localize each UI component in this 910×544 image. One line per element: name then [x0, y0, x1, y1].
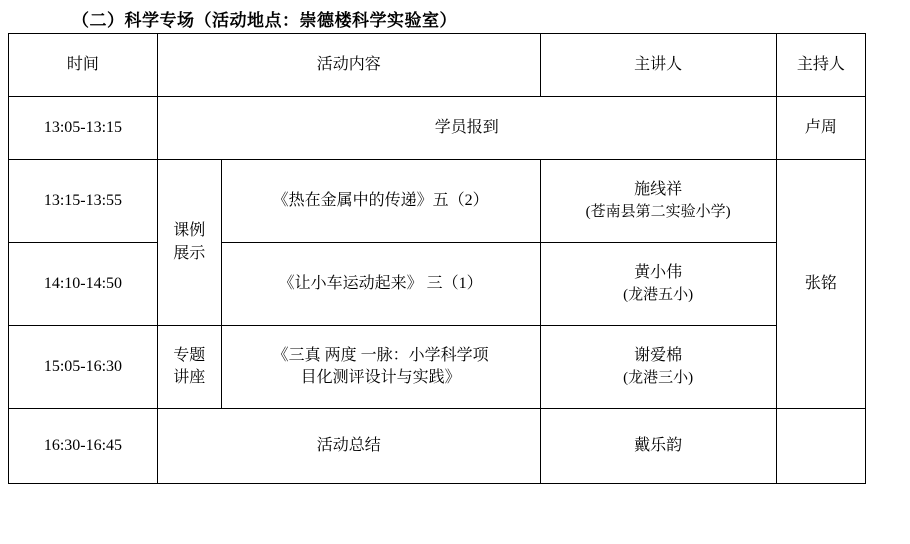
cell-content: 《让小车运动起来》 三（1）	[221, 243, 540, 326]
cell-content: 活动总结	[157, 409, 540, 484]
cell-host: 卢周	[776, 97, 865, 160]
cell-content	[221, 326, 540, 409]
table-row	[9, 160, 866, 243]
cell-speaker	[540, 243, 776, 326]
session-type-line-1: 专题	[173, 346, 206, 364]
cell-speaker: 戴乐韵	[540, 409, 776, 484]
speaker-name: 施线祥	[634, 181, 683, 199]
cell-time: 14:10-14:50	[9, 243, 158, 326]
content-line-1: 《三真 两度 一脉：小学科学项	[272, 346, 489, 364]
column-header-host: 主持人	[776, 34, 865, 97]
cell-time: 16:30-16:45	[9, 409, 158, 484]
table-row	[9, 243, 866, 326]
table-row	[9, 97, 866, 160]
column-header-speaker: 主讲人	[540, 34, 776, 97]
cell-content: 学员报到	[157, 97, 776, 160]
speaker-affiliation: (龙港三小)	[623, 369, 694, 386]
speaker-affiliation: (龙港五小)	[623, 286, 694, 303]
session-type-line-2: 展示	[173, 244, 206, 262]
speaker-name: 谢爱棉	[634, 347, 683, 365]
speaker-name: 黄小伟	[634, 264, 683, 282]
cell-time: 15:05-16:30	[9, 326, 158, 409]
cell-content: 《热在金属中的传递》五（2）	[221, 160, 540, 243]
column-header-content: 活动内容	[157, 34, 540, 97]
session-type-line-2: 讲座	[173, 369, 206, 386]
schedule-table	[8, 33, 866, 484]
cell-host	[776, 409, 865, 484]
speaker-affiliation: (苍南县第二实验小学)	[585, 203, 731, 220]
page-title: （二）科学专场（活动地点：崇德楼科学实验室）	[72, 11, 457, 30]
cell-speaker	[540, 160, 776, 243]
column-header-time: 时间	[9, 34, 158, 97]
cell-session-type	[157, 326, 221, 409]
cell-speaker	[540, 326, 776, 409]
cell-time: 13:05-13:15	[9, 97, 158, 160]
cell-session-type	[157, 160, 221, 326]
cell-time: 13:15-13:55	[9, 160, 158, 243]
table-header-row	[9, 34, 866, 97]
cell-host: 张铭	[776, 160, 865, 409]
content-line-2: 目化测评设计与实践》	[300, 369, 461, 386]
table-row	[9, 326, 866, 409]
schedule-table-container	[8, 33, 866, 484]
table-row	[9, 409, 866, 484]
session-type-line-1: 课例	[173, 222, 206, 240]
